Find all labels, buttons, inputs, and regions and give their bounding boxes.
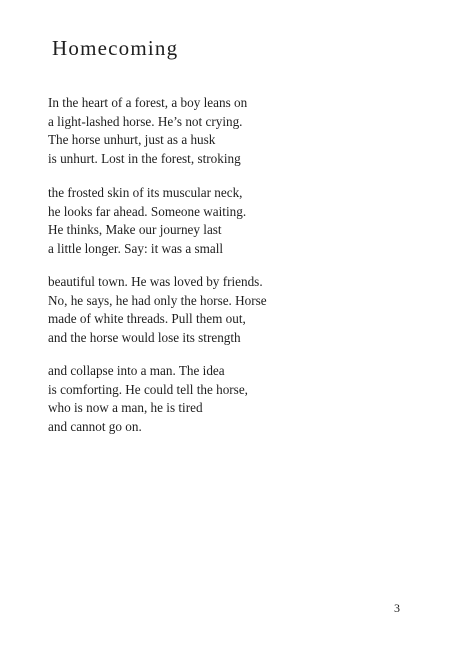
poem-line: The horse unhurt, just as a husk: [48, 132, 216, 147]
poem-line: and the horse would lose its strength: [48, 329, 241, 345]
poem-line: the frosted skin of its muscular neck,: [48, 185, 243, 200]
poem-line: No, he says, he had only the horse. Horse: [48, 292, 267, 308]
poem-line: who is now a man, he is tired: [48, 400, 203, 415]
poem-line: beautiful town. He was loved by friends.: [48, 274, 263, 289]
poem-line: a little longer. Say: it was a small: [48, 240, 224, 256]
poem-line: and collapse into a man. The idea: [48, 363, 225, 378]
poem-line: is comforting. He could tell the horse,: [48, 381, 248, 397]
poem-line: and cannot go on.: [48, 418, 142, 434]
stanza-3: [48, 273, 267, 347]
stanza-4: [48, 362, 248, 436]
poem-line: a light-lashed horse. He’s not crying.: [48, 113, 243, 129]
poem-line: made of white threads. Pull them out,: [48, 311, 246, 326]
stanza-2: [48, 184, 246, 258]
page-number: 3: [394, 601, 400, 615]
poem-line: he looks far ahead. Someone waiting.: [48, 203, 247, 219]
poem-title: Homecoming: [52, 36, 179, 60]
poem-line: He thinks, Make our journey last: [48, 222, 222, 237]
poem-line: is unhurt. Lost in the forest, stroking: [48, 150, 241, 166]
poem-line: In the heart of a forest, a boy leans on: [48, 95, 248, 110]
stanza-1: [48, 94, 247, 168]
